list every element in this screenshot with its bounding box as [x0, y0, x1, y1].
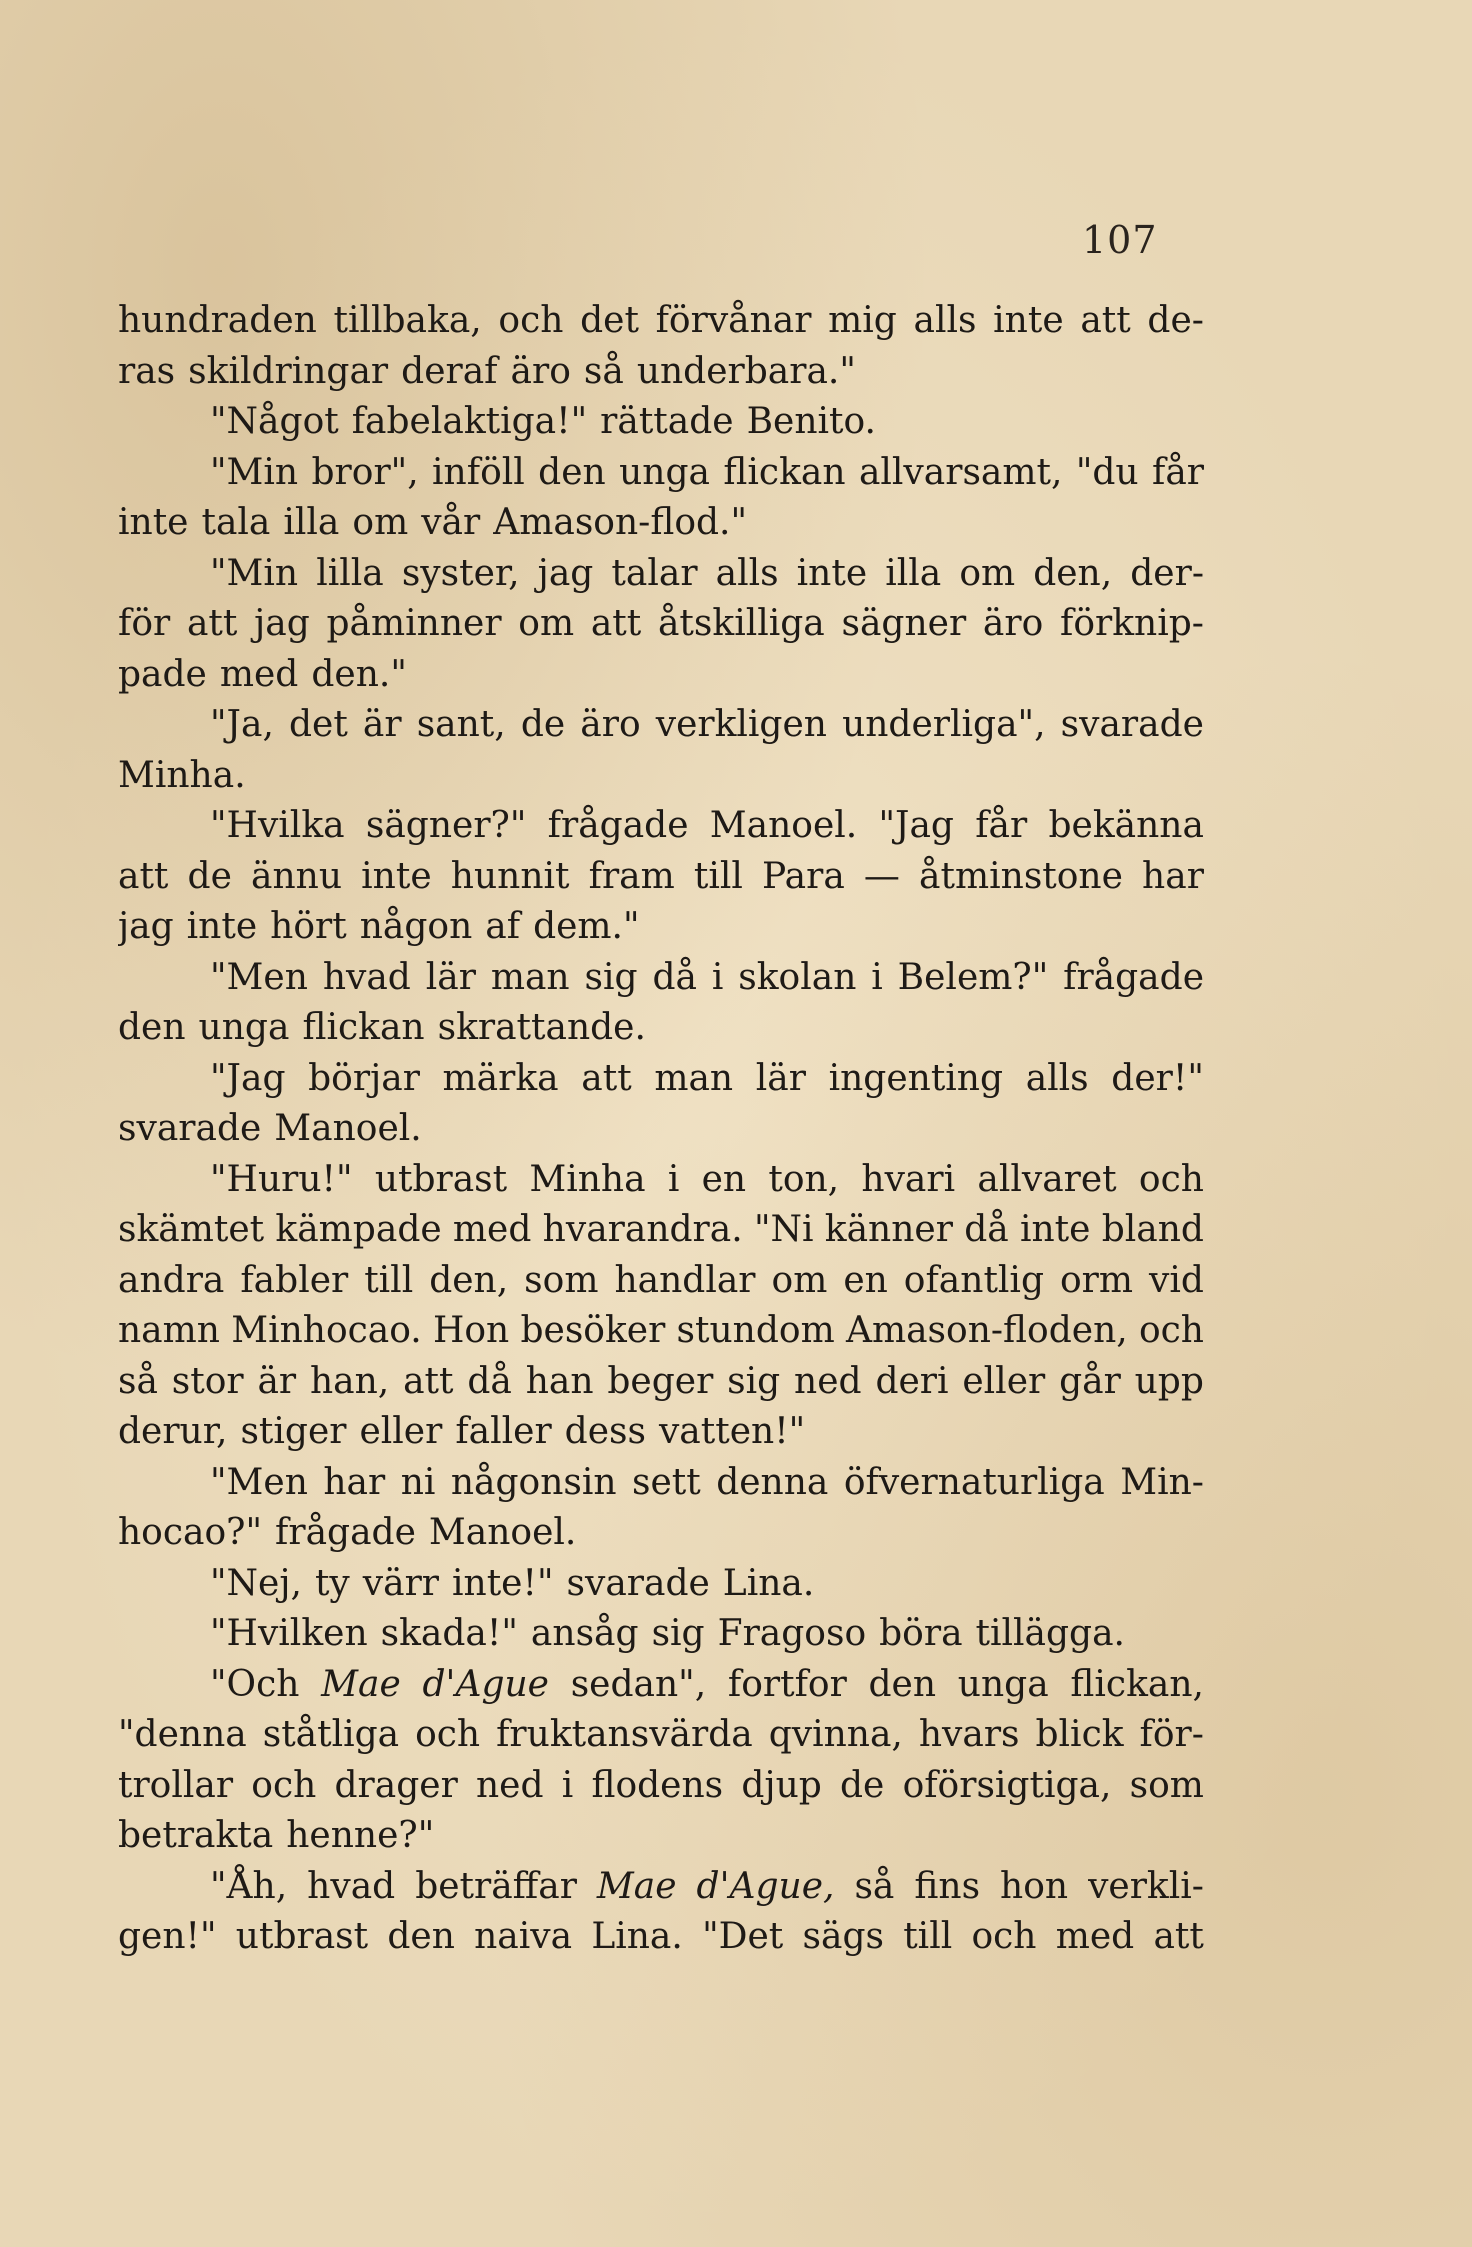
word: fabler: [240, 1259, 349, 1301]
text-line: [118, 1003, 1204, 1054]
word: flodens: [591, 1764, 724, 1806]
text-line: [118, 1205, 1204, 1256]
word: Manoel.: [709, 805, 858, 846]
word: Mae: [321, 1663, 401, 1705]
word: påminner: [326, 603, 502, 644]
word: underbara.": [636, 350, 856, 392]
text-line: [118, 700, 1204, 751]
word: ansåg: [530, 1613, 639, 1654]
word: inföll: [432, 451, 525, 493]
word: han: [525, 1360, 594, 1402]
text-line: [118, 1710, 1204, 1761]
word: äro: [510, 350, 571, 392]
word: att: [581, 1057, 632, 1099]
text-line: [118, 1306, 1204, 1357]
word: ingenting: [828, 1057, 1004, 1099]
word: Belem?": [897, 956, 1049, 998]
word: jag: [254, 603, 310, 644]
word: sig: [651, 1613, 705, 1654]
word: hocao?": [118, 1512, 263, 1553]
text-line: [118, 953, 1204, 1004]
word: illa: [885, 552, 942, 594]
word: illa: [283, 502, 340, 543]
word: talar: [611, 552, 698, 594]
word: den.": [311, 653, 407, 695]
word: mig: [828, 300, 897, 341]
text-line: [118, 852, 1204, 903]
word: den: [387, 1916, 455, 1957]
text-line: [118, 1256, 1204, 1307]
word: åtskilliga: [657, 603, 825, 644]
word: som: [1129, 1764, 1204, 1806]
word: de: [840, 1764, 885, 1806]
word: jag: [537, 552, 594, 594]
word: stiger: [240, 1411, 347, 1452]
word: det: [580, 300, 639, 341]
word: går: [1059, 1360, 1121, 1402]
word: alls: [715, 552, 779, 594]
word: dem.": [533, 906, 640, 947]
word: der!": [1111, 1057, 1204, 1099]
word: hört: [270, 906, 347, 947]
word: får: [975, 805, 1028, 846]
word: och: [1138, 1310, 1204, 1351]
word: "Hvilken: [210, 1613, 368, 1654]
word: ras: [118, 350, 176, 392]
word: är: [257, 1360, 297, 1402]
word: utbrast: [235, 1916, 369, 1957]
word: andra: [118, 1259, 225, 1301]
word: förknip-: [1060, 603, 1204, 644]
word: så: [583, 350, 624, 392]
word: "Men: [210, 956, 308, 998]
text-line: [118, 1458, 1204, 1509]
word: sägner: [841, 603, 967, 644]
word: inte: [186, 906, 258, 947]
text-line: [118, 650, 1204, 701]
word: denna: [716, 1461, 829, 1503]
word: sägs: [802, 1916, 884, 1957]
word: hvari: [861, 1158, 956, 1200]
text-line: [118, 1104, 1204, 1155]
word: fabelaktiga!": [351, 401, 588, 442]
word: har: [323, 1461, 386, 1503]
word: derur,: [118, 1411, 228, 1452]
word: deri: [875, 1360, 949, 1402]
word: den,: [429, 1259, 509, 1301]
word: djup: [741, 1764, 822, 1806]
word: fortfor: [727, 1663, 847, 1705]
word: eller: [962, 1360, 1046, 1402]
word: hvarandra.: [542, 1209, 743, 1250]
word: "Huru!": [210, 1158, 353, 1200]
page-number: 107: [1082, 218, 1158, 262]
text-line: [118, 347, 1204, 398]
word: inte: [118, 502, 189, 543]
word: skrattande.: [437, 1007, 646, 1048]
word: orm: [1059, 1259, 1133, 1301]
word: ännu: [251, 855, 343, 897]
word: unga: [957, 1663, 1049, 1705]
word: syster,: [401, 552, 520, 594]
word: ned: [475, 1764, 544, 1806]
word: stor: [171, 1360, 244, 1402]
word: sedan",: [570, 1663, 707, 1705]
word: lär: [755, 1057, 806, 1099]
text-line: [118, 1357, 1204, 1408]
word: någonsin: [450, 1461, 617, 1503]
word: Mae: [596, 1865, 677, 1907]
word: vatten!": [658, 1411, 806, 1452]
word: inte: [361, 855, 432, 897]
word: "Jag: [878, 805, 954, 846]
word: då: [964, 1209, 1009, 1250]
word: bland: [1101, 1209, 1204, 1250]
word: flickan,: [1070, 1663, 1204, 1705]
word: hvad: [322, 956, 411, 998]
word: Para: [762, 855, 845, 897]
word: d'Ague: [422, 1663, 549, 1705]
word: af: [485, 906, 521, 947]
word: ofantlig: [903, 1259, 1044, 1301]
word: skolan: [738, 956, 857, 998]
word: tillägga.: [975, 1613, 1125, 1654]
word: i: [667, 1158, 680, 1200]
word: den: [118, 1007, 186, 1048]
word: att: [186, 603, 238, 644]
word: Min-: [1120, 1461, 1204, 1503]
word: den: [868, 1663, 937, 1705]
word: och: [415, 1714, 481, 1755]
word: hon: [1000, 1865, 1069, 1907]
word: verkli-: [1088, 1865, 1204, 1907]
word: "Det: [702, 1916, 784, 1957]
word: tala: [201, 502, 271, 543]
word: värr: [362, 1562, 439, 1604]
word: det: [289, 704, 348, 745]
word: börjar: [308, 1057, 420, 1099]
word: naiva: [474, 1916, 573, 1957]
word: Hon: [432, 1310, 510, 1351]
word: pade: [118, 653, 207, 695]
text-line: [118, 549, 1204, 600]
word: besöker: [520, 1310, 666, 1351]
word: Lina.: [591, 1916, 683, 1957]
text-line: [118, 397, 1204, 448]
word: utbrast: [374, 1158, 508, 1200]
word: är: [362, 704, 402, 745]
word: kämpade: [275, 1209, 442, 1250]
word: för: [118, 603, 171, 644]
word: frågade: [547, 805, 689, 846]
word: "Nej,: [210, 1562, 302, 1604]
word: sett: [632, 1461, 701, 1503]
word: unga: [198, 1007, 290, 1048]
word: de: [187, 855, 232, 897]
word: allvaret: [977, 1158, 1117, 1200]
word: känner: [824, 1209, 953, 1250]
word: "Min: [210, 451, 299, 493]
word: d'Ague,: [696, 1865, 835, 1907]
word: om: [771, 1259, 828, 1301]
word: i: [871, 956, 883, 998]
text-line: [118, 751, 1204, 802]
word: att: [1080, 300, 1131, 341]
word: äro: [982, 603, 1044, 644]
text-line: [118, 1761, 1204, 1812]
word: Minhocao.: [231, 1310, 422, 1351]
text-line: [118, 902, 1204, 953]
word: unga: [619, 451, 710, 493]
text-line: [118, 1155, 1204, 1206]
word: frågade: [1063, 956, 1204, 998]
word: att: [403, 1360, 454, 1402]
word: hvars: [918, 1714, 1020, 1755]
word: "Men: [210, 1461, 308, 1503]
word: med: [452, 1209, 532, 1250]
word: skildringar: [188, 350, 389, 392]
word: vår: [421, 502, 481, 543]
word: fins: [914, 1865, 981, 1907]
word: om: [518, 603, 575, 644]
word: qvinna,: [768, 1714, 903, 1755]
word: ståtliga: [262, 1714, 400, 1755]
word: frågade: [275, 1512, 416, 1553]
word: någon: [359, 906, 473, 947]
word: handlar: [614, 1259, 756, 1301]
word: åtminstone: [919, 855, 1123, 897]
word: —: [863, 855, 900, 897]
word: Fragoso: [717, 1613, 867, 1654]
word: de: [520, 704, 566, 745]
word: beträffar: [415, 1865, 577, 1907]
word: den: [538, 451, 606, 493]
word: om: [352, 502, 409, 543]
word: ni: [400, 1461, 436, 1503]
text-line: [118, 1811, 1204, 1862]
word: sägner?": [365, 805, 527, 846]
word: Manoel.: [428, 1512, 577, 1553]
word: "denna: [118, 1714, 247, 1755]
word: så: [118, 1360, 158, 1402]
word: och: [251, 1764, 317, 1806]
word: en: [701, 1158, 747, 1200]
word: jag: [118, 906, 174, 947]
word: så: [854, 1865, 895, 1907]
word: i: [561, 1764, 574, 1806]
word: att: [1153, 1916, 1204, 1957]
text-line: [118, 296, 1204, 347]
word: bekänna: [1048, 805, 1204, 846]
word: lilla: [316, 552, 384, 594]
word: "Och: [210, 1663, 300, 1705]
word: sant,: [416, 704, 506, 745]
word: ton,: [768, 1158, 840, 1200]
word: dess: [564, 1411, 646, 1452]
word: till: [903, 1916, 953, 1957]
word: Benito.: [746, 401, 877, 442]
word: faller: [455, 1411, 552, 1452]
word: Amason-floden,: [845, 1310, 1128, 1351]
word: flickan: [302, 1007, 425, 1048]
word: den,: [1033, 552, 1113, 594]
word: gen!": [118, 1916, 217, 1957]
word: Amason-flod.": [493, 502, 748, 543]
text-line: [118, 1559, 1204, 1610]
word: svarade: [566, 1562, 710, 1604]
word: sig: [584, 956, 638, 998]
word: och: [1138, 1158, 1204, 1200]
word: Minha.: [118, 754, 246, 796]
word: der-: [1130, 552, 1204, 594]
word: har: [1142, 855, 1204, 897]
word: "du: [1075, 451, 1139, 493]
word: och: [971, 1916, 1037, 1957]
word: får: [1152, 451, 1204, 493]
word: alls: [913, 300, 977, 341]
word: bror",: [311, 451, 419, 493]
word: att: [590, 603, 642, 644]
word: Lina.: [722, 1562, 815, 1604]
word: de-: [1147, 300, 1204, 341]
text-line: [118, 1508, 1204, 1559]
word: vid: [1148, 1259, 1204, 1301]
word: verkligen: [655, 704, 827, 745]
word: en: [843, 1259, 888, 1301]
text-line: [118, 1407, 1204, 1458]
word: namn: [118, 1310, 220, 1351]
word: underliga",: [842, 704, 1046, 745]
word: henne?": [286, 1815, 435, 1856]
word: inte: [1019, 1209, 1091, 1250]
word: hunnit: [450, 855, 570, 897]
word: lär: [425, 956, 476, 998]
word: i: [711, 956, 724, 998]
word: "Något: [210, 401, 339, 442]
text-line: [118, 1054, 1204, 1105]
word: allvarsamt,: [858, 451, 1063, 493]
word: ty: [314, 1562, 350, 1604]
word: till: [693, 855, 743, 897]
word: betrakta: [118, 1815, 274, 1856]
word: "Ni: [753, 1209, 814, 1250]
word: med: [1055, 1916, 1135, 1957]
word: inte!": [452, 1562, 554, 1604]
word: rättade: [600, 401, 734, 442]
text-line: [118, 1660, 1204, 1711]
text-line: [118, 801, 1204, 852]
text-line: [118, 599, 1204, 650]
word: tillbaka,: [333, 300, 482, 341]
word: till: [364, 1259, 414, 1301]
word: öfvernaturliga: [843, 1461, 1105, 1503]
word: fram: [588, 855, 675, 897]
word: med: [219, 653, 299, 695]
word: om: [959, 552, 1016, 594]
word: att: [118, 855, 169, 897]
word: "Ja,: [210, 704, 274, 745]
word: blick: [1035, 1714, 1124, 1755]
word: beger: [607, 1360, 714, 1402]
word: inte: [993, 300, 1064, 341]
text-line: [118, 1609, 1204, 1660]
word: böra: [879, 1613, 963, 1654]
word: drager: [334, 1764, 458, 1806]
word: han,: [309, 1360, 390, 1402]
word: äro: [580, 704, 641, 745]
word: Manoel.: [274, 1108, 422, 1149]
word: svarade: [118, 1108, 262, 1149]
word: upp: [1134, 1360, 1204, 1402]
word: förvånar: [655, 300, 812, 341]
word: trollar: [118, 1764, 234, 1806]
word: man: [490, 956, 570, 998]
word: Minha: [529, 1158, 646, 1200]
word: "Jag: [210, 1057, 286, 1099]
word: eller: [359, 1411, 443, 1452]
word: ned: [794, 1360, 862, 1402]
word: svarade: [1060, 704, 1204, 745]
word: "Åh,: [210, 1865, 288, 1907]
word: alls: [1025, 1057, 1089, 1099]
word: märka: [442, 1057, 559, 1099]
word: skämtet: [118, 1209, 265, 1250]
word: "Hvilka: [210, 805, 345, 846]
word: och: [498, 300, 564, 341]
word: sig: [727, 1360, 781, 1402]
word: flickan: [723, 451, 846, 493]
word: man: [654, 1057, 734, 1099]
word: hvad: [307, 1865, 396, 1907]
word: skada!": [380, 1613, 518, 1654]
word: stundom: [676, 1310, 835, 1351]
word: som: [524, 1259, 599, 1301]
body-text: [118, 296, 1204, 1963]
word: deraf: [401, 350, 498, 392]
word: hundraden: [118, 300, 317, 341]
word: fruktansvärda: [496, 1714, 753, 1755]
word: inte: [796, 552, 868, 594]
text-line: [118, 1862, 1204, 1913]
word: för-: [1139, 1714, 1204, 1755]
word: då: [652, 956, 697, 998]
word: oförsigtiga,: [902, 1764, 1112, 1806]
text-line: [118, 448, 1204, 499]
word: då: [467, 1360, 512, 1402]
text-line: [118, 498, 1204, 549]
word: "Min: [210, 552, 299, 594]
text-line: [118, 1912, 1204, 1963]
